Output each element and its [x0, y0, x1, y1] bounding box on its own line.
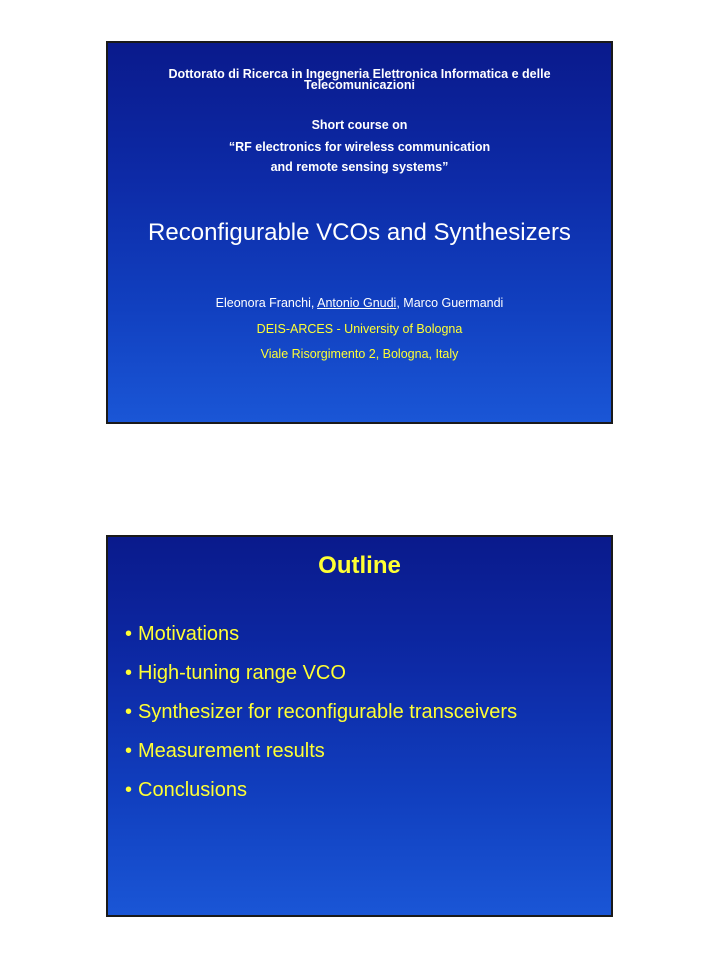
bullet-icon: •: [125, 740, 133, 762]
short-course-label: Short course on: [311, 118, 408, 132]
list-item: [125, 777, 517, 816]
course-title-line-1: “RF electronics for wireless communication: [228, 140, 491, 154]
author-name: Eleonora Franchi,: [215, 296, 318, 310]
address: Viale Risorgimento 2, Bologna, Italy: [260, 347, 459, 361]
title-slide: [106, 41, 613, 424]
author-list: [108, 296, 611, 310]
affiliation: DEIS-ARCES - University of Bologna: [256, 322, 463, 336]
course-title-line-2: and remote sensing systems”: [270, 160, 449, 174]
outline-item-label: Motivations: [138, 623, 240, 645]
list-item: [125, 738, 517, 777]
outline-item-label: High-tuning range VCO: [138, 662, 346, 684]
author-name: , Marco Guermandi: [396, 296, 504, 310]
list-item: [125, 621, 517, 660]
outline-list: [125, 621, 517, 816]
outline-item-label: Conclusions: [138, 779, 247, 801]
program-name: Dottorato di Ricerca in Ingegneria Elettronica Informatica e delle Telecomunicazioni: [168, 67, 551, 92]
list-item: [125, 660, 517, 699]
bullet-icon: •: [125, 623, 133, 645]
presentation-title: Reconfigurable VCOs and Synthesizers: [148, 219, 571, 246]
outline-item-label: Synthesizer for reconfigurable transceivers: [138, 701, 518, 723]
presenter-name: Antonio Gnudi: [317, 296, 397, 310]
list-item: [125, 699, 517, 738]
bullet-icon: •: [125, 779, 133, 801]
outline-slide: [106, 535, 613, 917]
bullet-icon: •: [125, 662, 133, 684]
outline-title: Outline: [318, 552, 401, 579]
outline-item-label: Measurement results: [138, 740, 325, 762]
bullet-icon: •: [125, 701, 133, 723]
